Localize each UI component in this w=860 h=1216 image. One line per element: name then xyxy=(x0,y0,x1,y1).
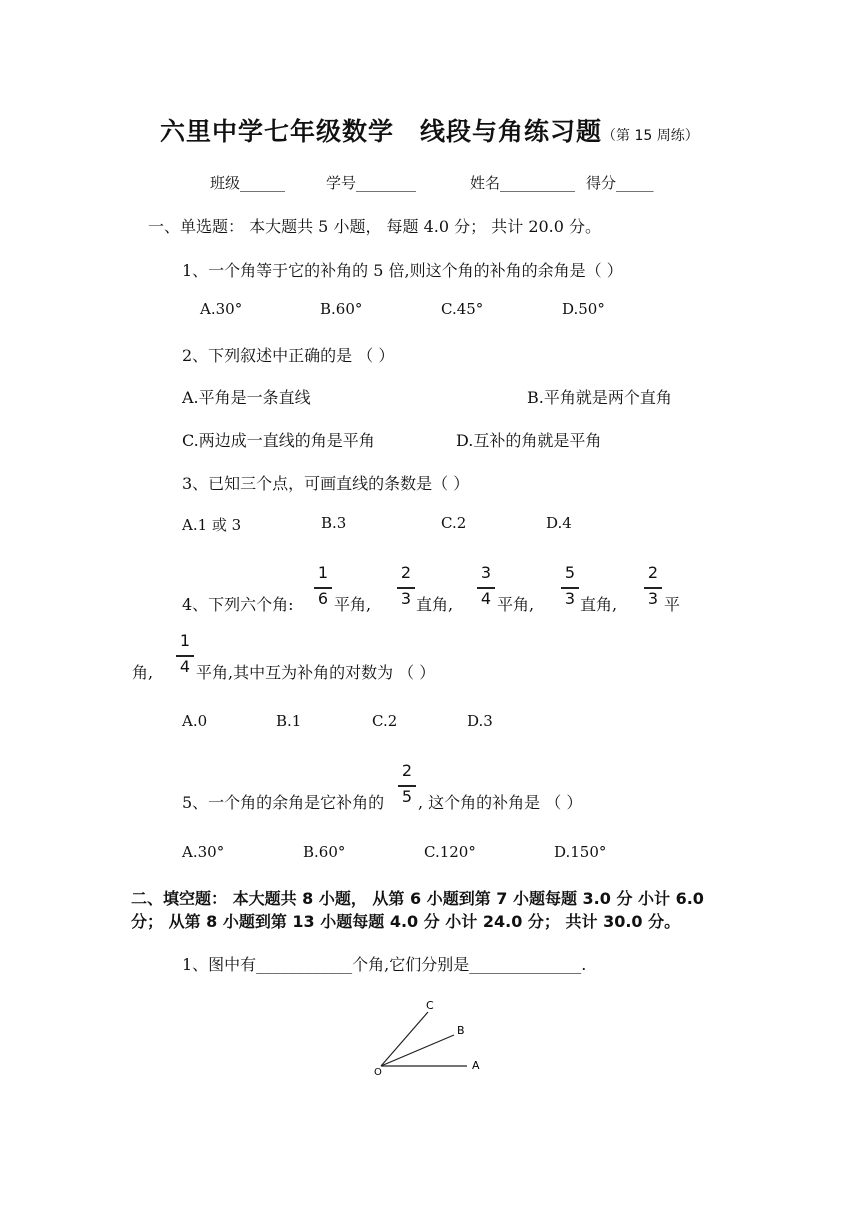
q2-option-c: C.两边成一直线的角是平角 xyxy=(182,431,375,450)
fraction-denominator: 3 xyxy=(400,589,412,608)
q5-option-a: A.30° xyxy=(182,843,225,861)
q5-lead: 5、一个角的余角是它补角的 xyxy=(182,793,385,812)
q2-option-a: A.平角是一条直线 xyxy=(182,388,311,407)
s2-q1-stem: 1、图中有____________个角,它们分别是______________. xyxy=(182,955,587,974)
section1-header: 一、单选题： 本大题共 5 小题， 每题 4.0 分； 共计 20.0 分。 xyxy=(148,217,602,236)
q4-fraction-5-label: 平 xyxy=(664,595,681,614)
fraction-numerator: 2 xyxy=(401,761,413,780)
fraction-numerator: 3 xyxy=(480,563,492,582)
q4-fraction-3-label: 平角, xyxy=(497,595,535,614)
q1-option-c: C.45° xyxy=(441,300,484,318)
q3-option-a: A.1 或 3 xyxy=(182,516,242,534)
fraction-numerator: 1 xyxy=(317,563,329,582)
q4-fraction-1-label: 平角, xyxy=(334,595,372,614)
q3-option-d: D.4 xyxy=(546,514,572,532)
fraction-denominator: 3 xyxy=(647,589,659,608)
q4-line2-lead: 角, xyxy=(132,663,154,682)
fraction-denominator: 4 xyxy=(480,589,492,608)
ray-ob xyxy=(381,1035,454,1066)
q1-option-b: B.60° xyxy=(320,300,363,318)
q2-option-d: D.互补的角就是平角 xyxy=(456,431,602,450)
score-field: 得分_____ xyxy=(586,174,654,192)
q4-option-c: C.2 xyxy=(372,712,398,730)
ray-oc xyxy=(381,1012,428,1066)
label-a: A xyxy=(472,1059,480,1072)
section2-header-line2: 分； 从第 8 小题到第 13 小题每题 4.0 分 小计 24.0 分； 共计 30.0 分。 xyxy=(131,912,681,931)
fraction-denominator: 3 xyxy=(564,589,576,608)
section2-header-line1: 二、填空题： 本大题共 8 小题， 从第 6 小题到第 7 小题每题 3.0 分 小计 6.0 xyxy=(131,889,704,908)
q3-option-b: B.3 xyxy=(321,514,347,532)
title-main: 六里中学七年级数学 线段与角练习题 xyxy=(160,117,603,146)
q2-stem: 2、下列叙述中正确的是 （ ） xyxy=(182,346,395,365)
class-field: 班级______ xyxy=(210,174,286,192)
q4-lead: 4、下列六个角: xyxy=(182,595,294,614)
number-field: 学号________ xyxy=(326,174,417,192)
q4-fraction-4-label: 直角, xyxy=(580,595,618,614)
q4-line2-tail: 平角,其中互为补角的对数为 （ ） xyxy=(196,663,436,682)
name-field: 姓名__________ xyxy=(470,174,576,192)
fraction-numerator: 5 xyxy=(564,563,576,582)
angle-figure xyxy=(370,995,500,1080)
q1-option-a: A.30° xyxy=(200,300,243,318)
q2-option-b: B.平角就是两个直角 xyxy=(527,388,672,407)
label-c: C xyxy=(426,999,434,1012)
fraction-numerator: 2 xyxy=(647,563,659,582)
label-b: B xyxy=(457,1024,465,1037)
title-sub: （第 15 周练） xyxy=(602,128,699,144)
q4-option-d: D.3 xyxy=(467,712,493,730)
q5-option-b: B.60° xyxy=(303,843,346,861)
page-title xyxy=(160,112,699,148)
q4-fraction-2-label: 直角, xyxy=(416,595,454,614)
q1-stem: 1、一个角等于它的补角的 5 倍,则这个角的补角的余角是（ ） xyxy=(182,261,623,280)
fraction-denominator: 4 xyxy=(179,657,191,676)
label-o: O xyxy=(374,1067,382,1078)
q1-option-d: D.50° xyxy=(562,300,605,318)
q5-option-c: C.120° xyxy=(424,843,476,861)
q3-option-c: C.2 xyxy=(441,514,467,532)
fraction-denominator: 5 xyxy=(401,787,413,806)
q3-stem: 3、已知三个点，可画直线的条数是（ ） xyxy=(182,474,470,493)
fraction-denominator: 6 xyxy=(317,589,329,608)
fraction-numerator: 2 xyxy=(400,563,412,582)
q4-option-a: A.0 xyxy=(182,712,208,730)
q5-tail: , 这个角的补角是 （ ） xyxy=(418,793,583,812)
q5-option-d: D.150° xyxy=(554,843,607,861)
q4-option-b: B.1 xyxy=(276,712,302,730)
fraction-numerator: 1 xyxy=(179,631,191,650)
